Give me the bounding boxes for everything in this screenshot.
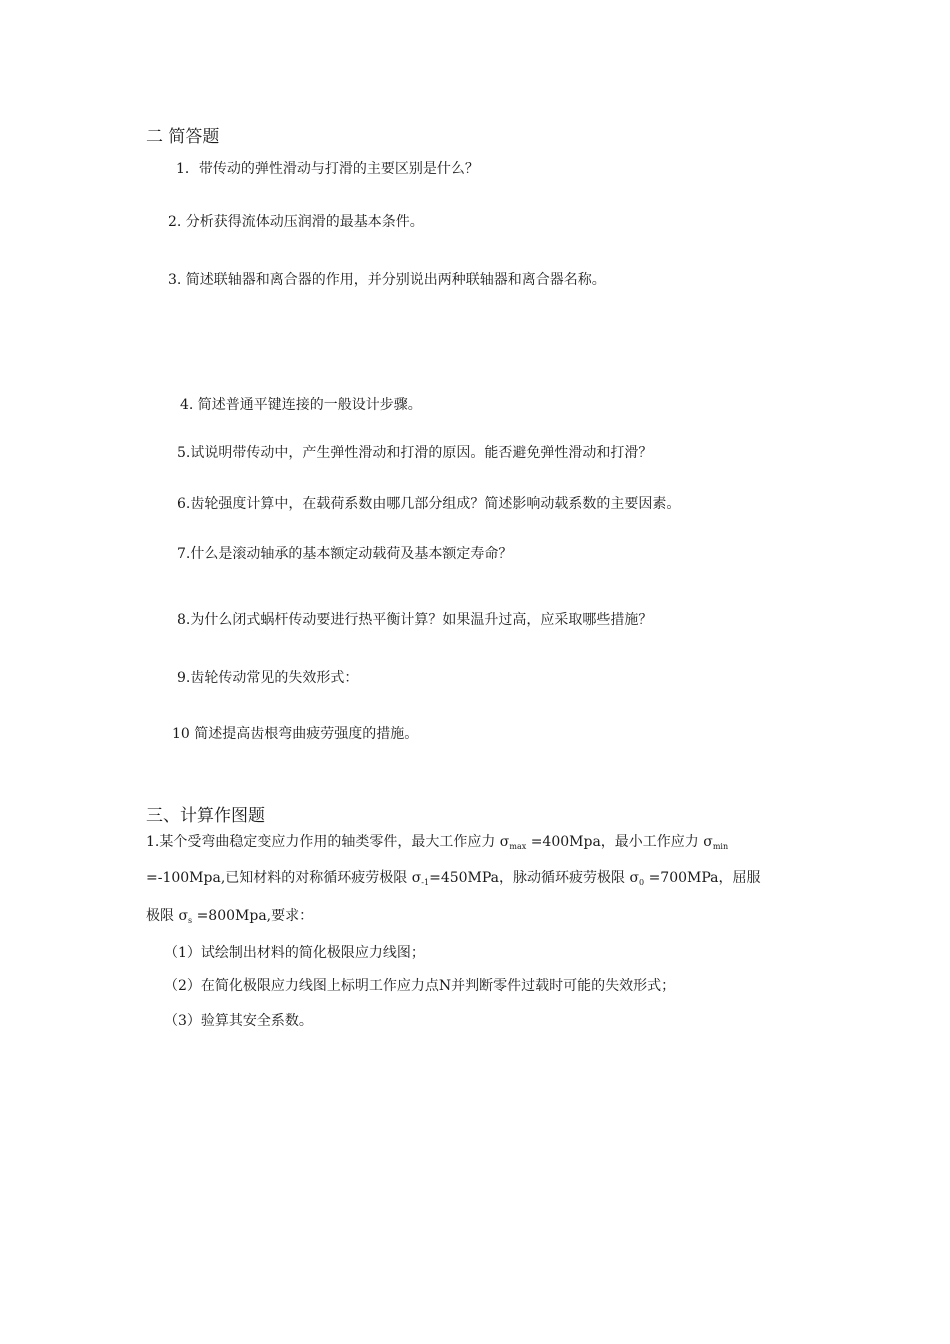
- question-3: 3. 简述联轴器和离合器的作用，并分别说出两种联轴器和离合器名称。: [168, 272, 606, 288]
- question-2: 2. 分析获得流体动压润滑的最基本条件。: [168, 214, 424, 230]
- subscript-min: min: [712, 842, 729, 851]
- problem-1-text-2b: =450MPa，脉动循环疲劳极限 σ: [429, 870, 640, 886]
- problem-1-text-3b: =800Mpa,要求：: [192, 908, 314, 924]
- question-10: 10 简述提高齿根弯曲疲劳强度的措施。: [172, 726, 419, 742]
- problem-1-line-3: [146, 906, 313, 931]
- subscript-s: s: [188, 916, 193, 925]
- problem-1-line-1: [146, 832, 728, 857]
- question-6: 6.齿轮强度计算中，在载荷系数由哪几部分组成？简述影响动载系数的主要因素。: [177, 496, 681, 512]
- problem-1-line-2: [146, 868, 761, 893]
- problem-1-text-3a: 极限 σ: [146, 908, 189, 924]
- subscript-0: 0: [639, 878, 645, 887]
- problem-1-item-1: （1）试绘制出材料的简化极限应力线图；: [164, 945, 425, 961]
- question-1: 1．带传动的弹性滑动与打滑的主要区别是什么？: [176, 161, 479, 177]
- problem-1-item-3: （3）验算其安全系数。: [164, 1013, 313, 1029]
- question-5: 5.试说明带传动中，产生弹性滑动和打滑的原因。能否避免弹性滑动和打滑？: [177, 445, 653, 461]
- subscript-minus-1: -1: [421, 878, 430, 887]
- problem-1-item-2: （2）在简化极限应力线图上标明工作应力点N并判断零件过载时可能的失效形式；: [164, 978, 676, 994]
- question-8: 8.为什么闭式蜗杆传动要进行热平衡计算？如果温升过高，应采取哪些措施？: [177, 612, 653, 628]
- question-7: 7.什么是滚动轴承的基本额定动载荷及基本额定寿命？: [177, 546, 513, 562]
- question-4: 4. 简述普通平键连接的一般设计步骤。: [180, 397, 422, 413]
- section-3-title: 三、计算作图题: [146, 806, 265, 826]
- section-2-title: 二 简答题: [146, 127, 220, 147]
- problem-1-text-2a: =-100Mpa,已知材料的对称循环疲劳极限 σ: [146, 870, 422, 886]
- question-9: 9.齿轮传动常见的失效形式：: [177, 670, 359, 686]
- problem-1-text-1b: =400Mpa，最小工作应力 σ: [526, 834, 713, 850]
- problem-1-text-2c: =700MPa，屈服: [644, 870, 761, 886]
- problem-1-text-1a: 1.某个受弯曲稳定变应力作用的轴类零件，最大工作应力 σ: [146, 834, 510, 850]
- subscript-max: max: [509, 842, 527, 851]
